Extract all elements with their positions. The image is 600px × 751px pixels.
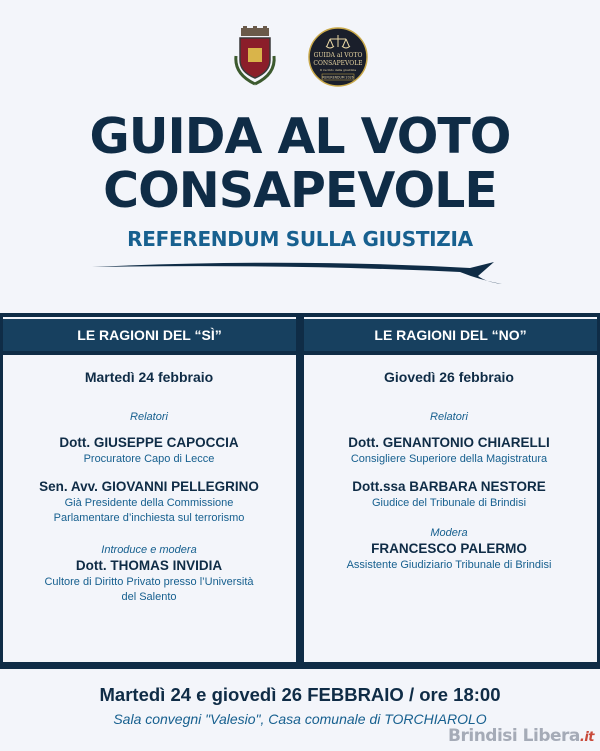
- date-si: Martedì 24 febbraio: [84, 369, 214, 385]
- moderator-role: Cultore di Diritto Privato presso l’Università: [44, 576, 254, 588]
- date-no: Giovedì 26 febbraio: [384, 369, 514, 385]
- title-line-2: CONSAPEVOLE: [103, 162, 497, 219]
- speech-bubble-divider: [90, 258, 510, 298]
- event-venue: Sala convegni "Valesio", Casa comunale di TORCHIAROLO: [113, 711, 487, 727]
- speaker-name: Sen. Avv. GIOVANNI PELLEGRINO: [39, 479, 259, 494]
- moderator-name: Dott. THOMAS INVIDIA: [75, 558, 223, 573]
- badge-line4: REFERENDUM 2026: [322, 75, 354, 80]
- watermark-tld: .it: [579, 730, 594, 745]
- moderator-role: Assistente Giudiziario Tribunale di Brindisi: [346, 559, 552, 571]
- town-crest-icon: [232, 26, 278, 88]
- badge-line2: CONSAPEVOLE: [313, 60, 363, 67]
- logo-row: [0, 24, 600, 90]
- watermark-brand: Brindisi Libera: [448, 726, 580, 746]
- moderator-role: del Salento: [121, 591, 177, 603]
- speaker-role: Procuratore Capo di Lecce: [83, 453, 215, 465]
- scales-of-justice-icon: [308, 27, 368, 87]
- column-si: [4, 359, 294, 605]
- reasons-table: [0, 313, 600, 669]
- speaker-name: Dott. GIUSEPPE CAPOCCIA: [59, 435, 239, 450]
- speaker-name: Dott. GENANTONIO CHIARELLI: [348, 435, 550, 450]
- moderator-name: FRANCESCO PALERMO: [371, 541, 527, 556]
- relatori-label-no: Relatori: [430, 411, 468, 423]
- event-dates: Martedì 24 e giovedì 26 FEBBRAIO / ore 18:00: [99, 684, 501, 705]
- watermark: [448, 726, 594, 746]
- speaker-role: Consigliere Superiore della Magistratura: [350, 453, 548, 465]
- column-no: [304, 359, 594, 573]
- speaker-role: Già Presidente della Commissione: [64, 497, 234, 509]
- relatori-label-si: Relatori: [130, 411, 168, 423]
- speaker-role: Giudice del Tribunale di Brindisi: [371, 497, 527, 509]
- heading-no: LE RAGIONI DEL “NO”: [304, 319, 597, 351]
- heading-si: LE RAGIONI DEL “SÌ”: [3, 319, 296, 351]
- speaker-role: Parlamentare d’inchiesta sul terrorismo: [53, 512, 245, 524]
- badge-line3: Il recinto della giustizia: [319, 68, 357, 72]
- moderator-label-si: Introduce e modera: [101, 544, 197, 556]
- moderator-label-no: Modera: [430, 527, 468, 539]
- badge-line1: GUIDA al VOTO: [313, 52, 363, 59]
- subtitle: REFERENDUM SULLA GIUSTIZIA: [127, 227, 473, 251]
- speaker-name: Dott.ssa BARBARA NESTORE: [352, 479, 546, 494]
- title-line-1: GUIDA AL VOTO: [89, 108, 511, 165]
